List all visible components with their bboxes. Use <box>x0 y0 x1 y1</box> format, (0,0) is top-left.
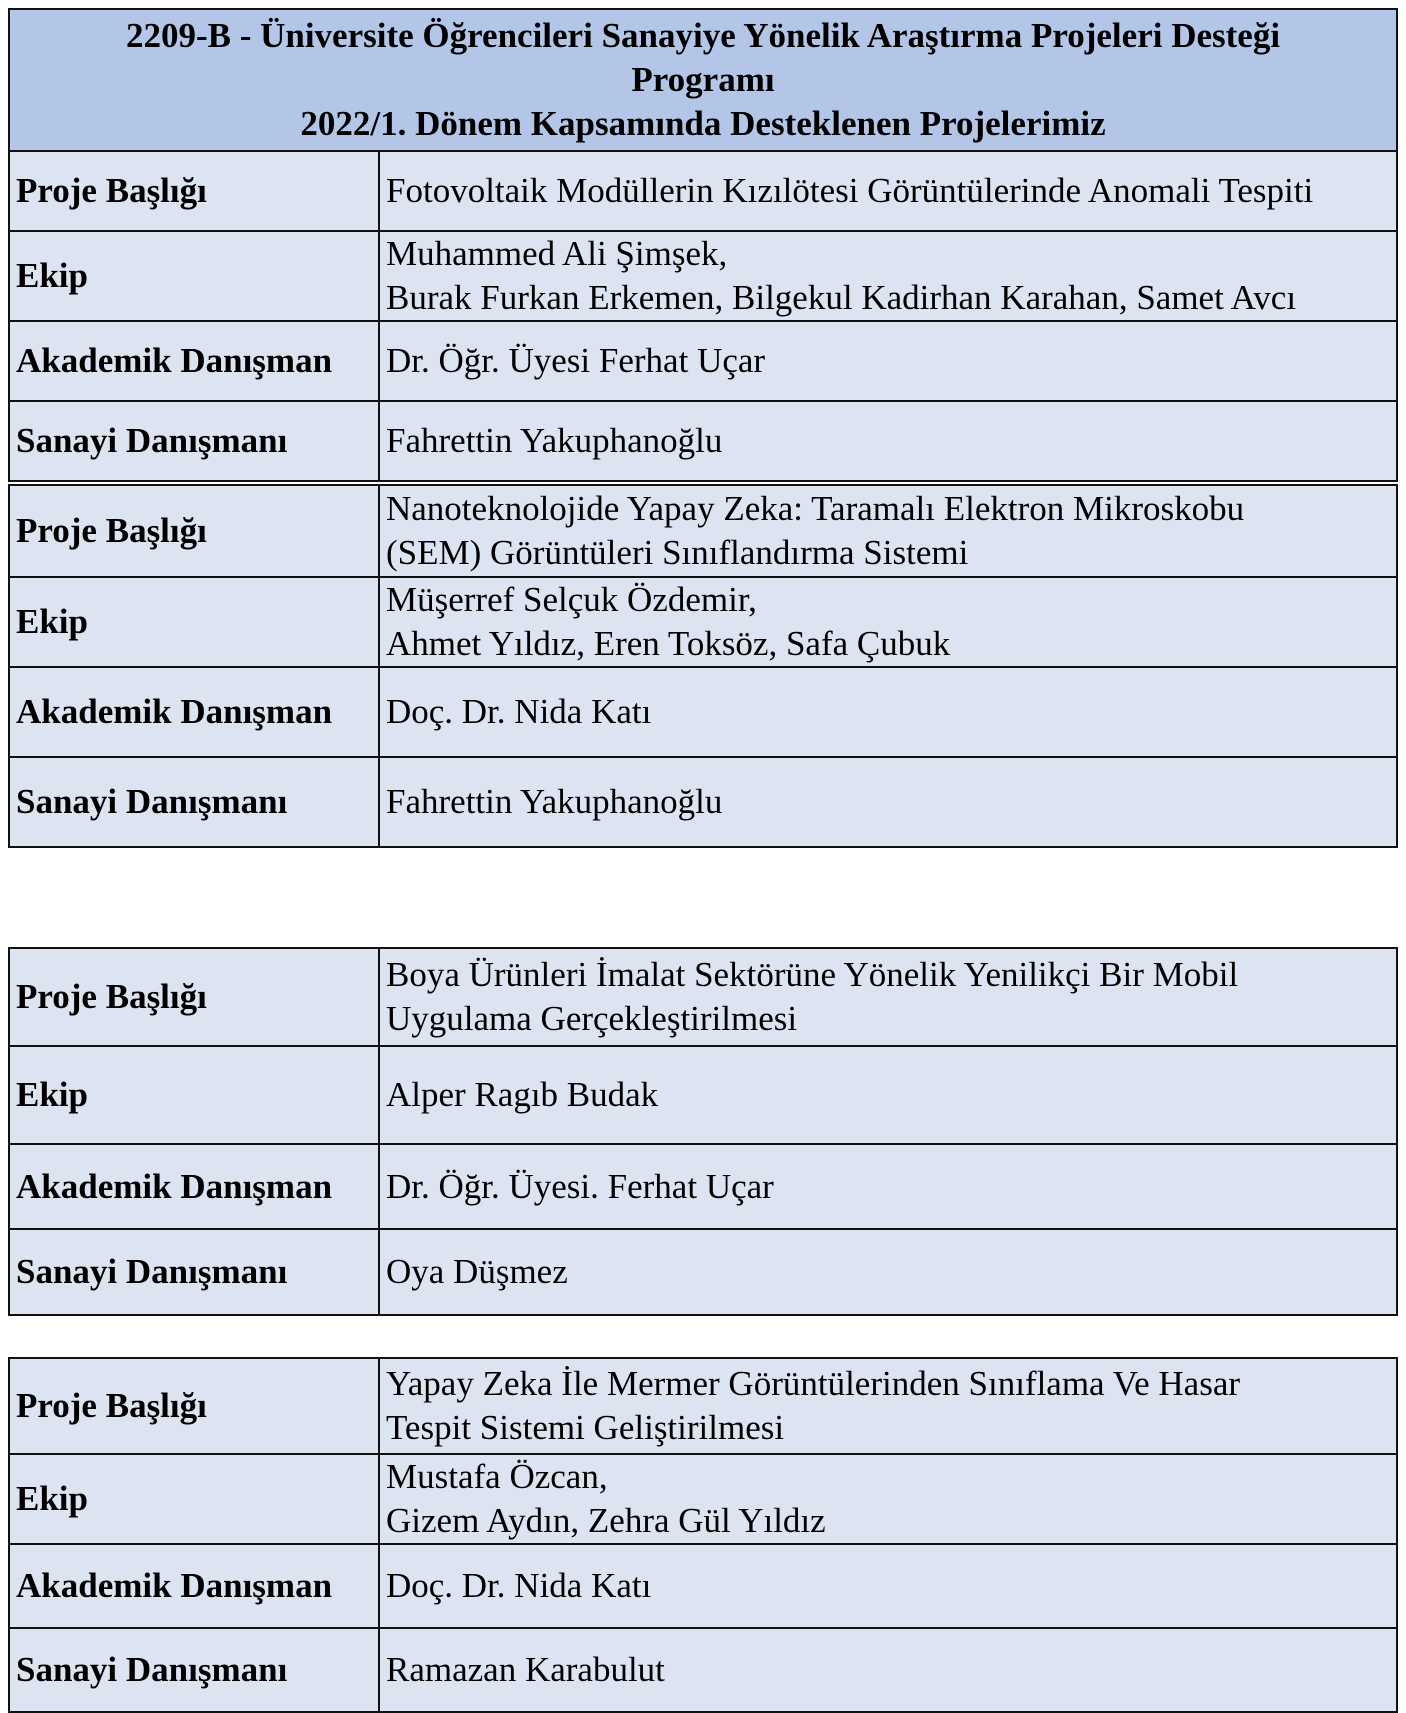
value-academic-advisor: Doç. Dr. Nida Katı <box>379 1544 1397 1628</box>
row-team <box>9 1046 1397 1144</box>
label-industry-advisor: Sanayi Danışmanı <box>9 757 379 847</box>
label-academic-advisor: Akademik Danışman <box>9 1144 379 1229</box>
value-team: Alper Ragıb Budak <box>379 1046 1397 1144</box>
label-project-title: Proje Başlığı <box>9 485 379 577</box>
row-team <box>9 577 1397 667</box>
label-project-title: Proje Başlığı <box>9 151 379 231</box>
value-industry-advisor: Ramazan Karabulut <box>379 1628 1397 1712</box>
row-project-title <box>9 1358 1397 1454</box>
document-title <box>9 9 1397 151</box>
row-project-title <box>9 948 1397 1046</box>
title-line-2: Programı <box>631 60 775 99</box>
label-academic-advisor: Akademik Danışman <box>9 1544 379 1628</box>
label-industry-advisor: Sanayi Danışmanı <box>9 1229 379 1315</box>
row-project-title <box>9 151 1397 231</box>
row-industry-advisor <box>9 1229 1397 1315</box>
value-team: Mustafa Özcan, Gizem Aydın, Zehra Gül Yıldız <box>379 1454 1397 1544</box>
label-industry-advisor: Sanayi Danışmanı <box>9 1628 379 1712</box>
value-team: Muhammed Ali Şimşek, Burak Furkan Erkemen, Bilgekul Kadirhan Karahan, Samet Avcı <box>379 231 1397 321</box>
title-line-1: 2209-B - Üniversite Öğrencileri Sanayiye Yönelik Araştırma Projeleri Desteği <box>125 16 1281 55</box>
label-team: Ekip <box>9 1046 379 1144</box>
label-team: Ekip <box>9 231 379 321</box>
row-industry-advisor <box>9 757 1397 847</box>
row-industry-advisor <box>9 401 1397 481</box>
label-project-title: Proje Başlığı <box>9 1358 379 1454</box>
value-academic-advisor: Dr. Öğr. Üyesi Ferhat Uçar <box>379 321 1397 401</box>
row-academic-advisor <box>9 667 1397 757</box>
label-project-title: Proje Başlığı <box>9 948 379 1046</box>
project-table-3 <box>8 947 1398 1316</box>
label-industry-advisor: Sanayi Danışmanı <box>9 401 379 481</box>
value-industry-advisor: Oya Düşmez <box>379 1229 1397 1315</box>
value-project-title: Yapay Zeka İle Mermer Görüntülerinden Sınıflama Ve Hasar Tespit Sistemi Geliştirilmesi <box>379 1358 1397 1454</box>
project-table-2 <box>8 484 1398 848</box>
row-academic-advisor <box>9 1144 1397 1229</box>
row-industry-advisor <box>9 1628 1397 1712</box>
row-academic-advisor <box>9 321 1397 401</box>
value-academic-advisor: Doç. Dr. Nida Katı <box>379 667 1397 757</box>
project-table-4 <box>8 1357 1398 1713</box>
label-team: Ekip <box>9 1454 379 1544</box>
value-industry-advisor: Fahrettin Yakuphanoğlu <box>379 401 1397 481</box>
value-team: Müşerref Selçuk Özdemir, Ahmet Yıldız, Eren Toksöz, Safa Çubuk <box>379 577 1397 667</box>
row-team <box>9 1454 1397 1544</box>
row-project-title <box>9 485 1397 577</box>
label-team: Ekip <box>9 577 379 667</box>
document-header <box>9 9 1397 151</box>
value-project-title: Nanoteknolojide Yapay Zeka: Taramalı Elektron Mikroskobu (SEM) Görüntüleri Sınıflandırma Sistemi <box>379 485 1397 577</box>
value-project-title: Boya Ürünleri İmalat Sektörüne Yönelik Yenilikçi Bir Mobil Uygulama Gerçekleştirilmesi <box>379 948 1397 1046</box>
row-team <box>9 231 1397 321</box>
title-line-3: 2022/1. Dönem Kapsamında Desteklenen Projelerimiz <box>300 104 1106 143</box>
label-academic-advisor: Akademik Danışman <box>9 667 379 757</box>
row-academic-advisor <box>9 1544 1397 1628</box>
value-project-title: Fotovoltaik Modüllerin Kızılötesi Görüntülerinde Anomali Tespiti <box>379 151 1397 231</box>
value-industry-advisor: Fahrettin Yakuphanoğlu <box>379 757 1397 847</box>
label-academic-advisor: Akademik Danışman <box>9 321 379 401</box>
value-academic-advisor: Dr. Öğr. Üyesi. Ferhat Uçar <box>379 1144 1397 1229</box>
project-table-1 <box>8 8 1398 482</box>
